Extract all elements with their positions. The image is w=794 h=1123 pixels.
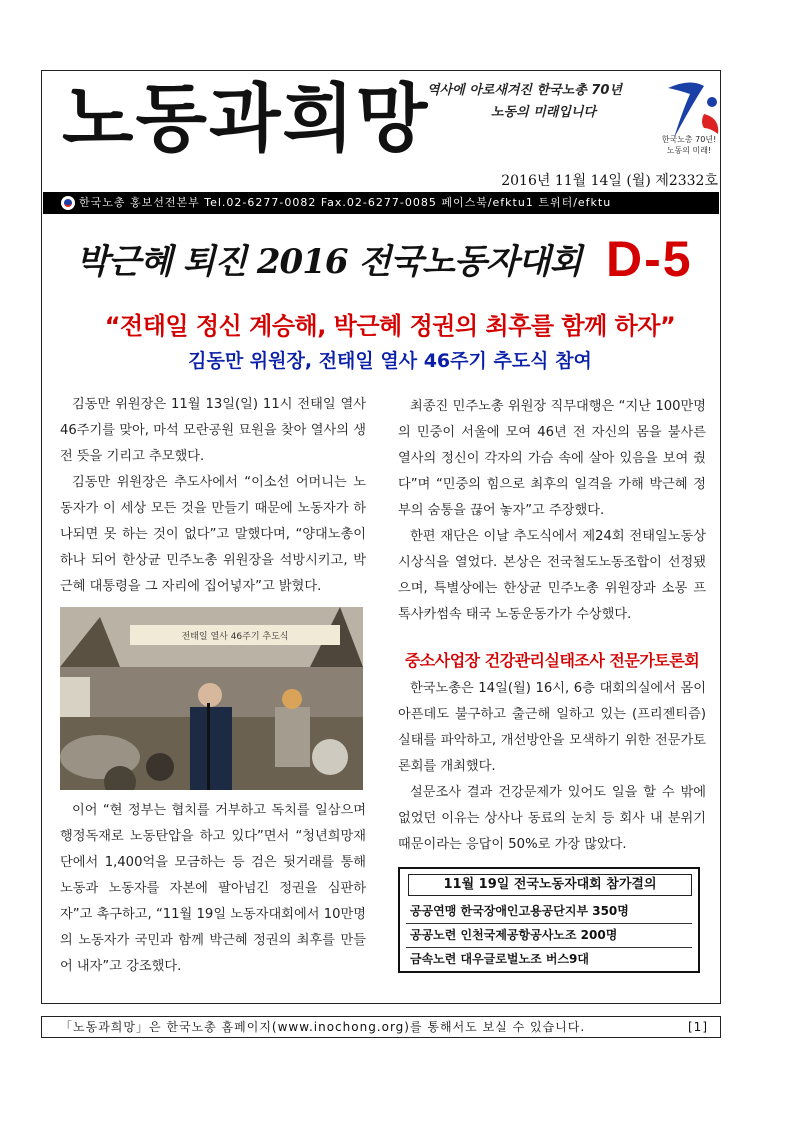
article-title: “전태일 정신 계승해, 박근혜 정권의 최후를 함께 하자”: [104, 312, 676, 340]
participation-row: 공공노련 인천국제공항공사노조 200명: [406, 923, 692, 948]
participation-row: 금속노련 대우글로벌노조 버스9대: [410, 952, 589, 966]
masthead-title: 노동과희망: [62, 76, 430, 162]
slogan-line1: 역사에 아로새겨진 한국노총 70년: [427, 83, 622, 98]
event-headline-text: 박근혜 퇴진 2016 전국노동자대회: [76, 242, 582, 282]
page-footer: [41, 1016, 721, 1038]
countdown-badge: D-5: [606, 231, 693, 287]
participation-box-title: 11월 19일 전국노동자대회 참가결의: [408, 874, 692, 896]
footer-text: 「노동과희망」은 한국노총 홈페이지(www.inochong.org)를 통해서도 보실 수 있습니다.: [60, 1020, 586, 1034]
paragraph: 최종진 민주노총 위원장 직무대행은 “지난 100만명의 민중이 서울에 모여 46년 전 자신의 몸을 불사른 열사의 정신이 각자의 가슴 속에 살아 있음을 보여 줬다”며 “민중의 힘으로 최후의 일격을 가해 박근혜 정부의 숨통을 끊어 놓자”고 주장했다.: [398, 399, 706, 518]
issue-date: 2016년 11월 14일 (월): [501, 173, 651, 189]
logo-caption-line1: 한국노총 70년!: [661, 135, 717, 144]
health-forum-body: [398, 676, 706, 858]
photo-banner-text: 전태일 열사 46주기 추도식: [181, 632, 289, 642]
article-subtitle: 김동만 위원장, 전태일 열사 46주기 추도식 참여: [188, 350, 592, 372]
paragraph: 김동만 위원장은 11월 13일(일) 11시 전태일 열사 46주기를 맞아, 마석 모란공원 묘원을 찾아 열사의 생전 뜻을 기리고 추모했다.: [60, 397, 366, 464]
contact-text: 한국노총 홍보선전본부 Tel.02-6277-0082 Fax.02-6277-0085 페이스북/efktu1 트위터/efktu: [79, 196, 612, 209]
union-emblem-icon: [61, 196, 75, 210]
logo-caption-line2: 노동의 미래!: [666, 146, 712, 155]
paragraph: 설문조사 결과 건강문제가 있어도 일을 할 수 밖에 없었던 이유는 상사나 동료의 눈치 등 회사 내 분위기 때문이라는 응답이 50%로 가장 많았다.: [398, 785, 706, 852]
paragraph: 한국노총은 14일(월) 16시, 6층 대회의실에서 몸이 아픈데도 불구하고 출근해 일하고 있는 (프리젠티즘) 실태를 파악하고, 개선방안을 모색하기 위한 전문가토론회를 개최했다.: [398, 681, 706, 774]
logo-caption: [656, 134, 722, 156]
memorial-photo: [60, 607, 363, 790]
article-column-left-bottom: [60, 798, 366, 980]
paragraph: 김동만 위원장은 추도사에서 “이소선 어머니는 노동자가 이 세상 모든 것을 만들기 때문에 노동자가 하나되면 못 하는 것이 없다”고 말했다며, “양대노총이 하나 되어 한상균 민주노총 위원장을 석방시키고, 박근혜 대통령을 그 자리에 집어넣자”고 밝혔다.: [60, 475, 366, 594]
participation-box: [398, 867, 700, 973]
article-column-left-top: [60, 392, 366, 600]
section-title-health-forum: 중소사업장 건강관리실태조사 전문가토론회: [404, 651, 700, 670]
dateline: [418, 170, 718, 190]
paragraph: 이어 “현 정부는 협치를 거부하고 독치를 일삼으며 행정독재로 노동탄압을 하고 있다”면서 “청년희망재단에서 1,400억을 모금하는 등 검은 뒷거래를 통해 노동과 노동자를 자본에 팔아넘긴 정권을 심판하자”고 촉구하고, “11월 19일 노동자대회에서 10만명의 노동자가 국민과 함께 박근혜 정권의 최후를 만들어 내자”고 강조했다.: [60, 803, 366, 974]
slogan-line2: 노동의 미래입니다: [491, 105, 596, 120]
paragraph: 한편 재단은 이날 추도식에서 제24회 전태일노동상 시상식을 열었다. 본상은 전국철도노동조합이 선정됐으며, 특별상에는 한상균 민주노총 위원장과 소몽 프톡사카썸속 태국 노동운동가가 수상했다.: [398, 529, 706, 622]
issue-number: 제2332호: [655, 173, 718, 189]
participation-row: 공공연맹 한국장애인고용공단지부 350명: [406, 899, 692, 924]
page-number: [1]: [688, 1020, 708, 1034]
masthead-slogan: [427, 80, 657, 124]
article-column-right: [398, 394, 706, 628]
contact-bar: [43, 192, 719, 214]
event-headline: [76, 231, 716, 290]
